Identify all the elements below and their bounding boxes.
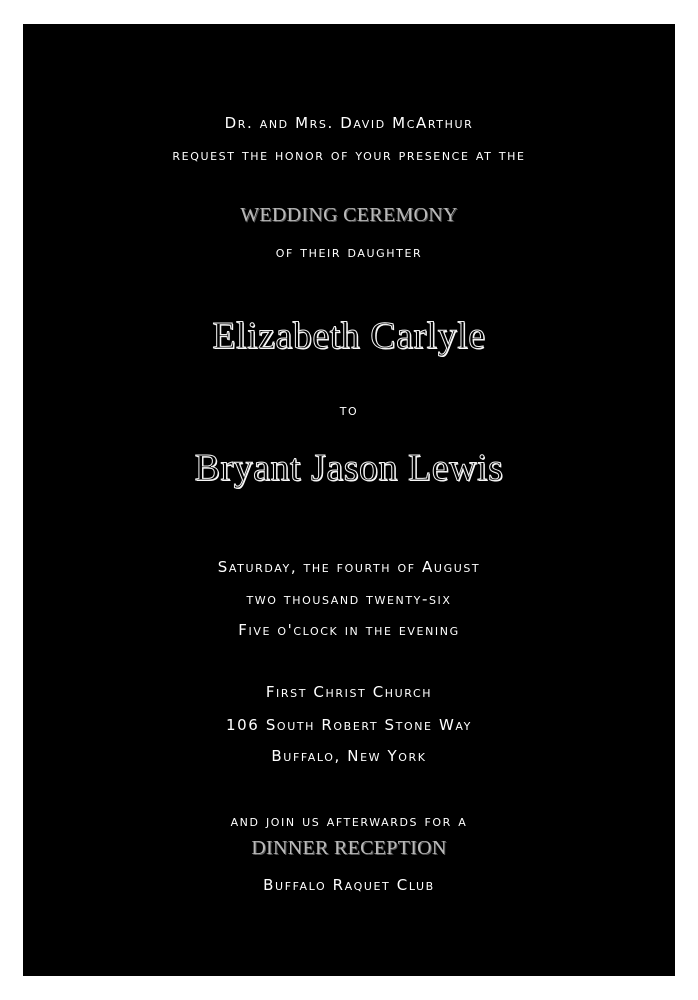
reception-title: DINNER RECEPTION [251,837,447,859]
venue-city: Buffalo, New York [271,747,427,765]
invitation-card [23,24,675,976]
relation-line: of their daughter [275,243,423,261]
year-line: two thousand twenty-six [246,590,452,608]
venue-street: 106 South Robert Stone Way [226,716,472,734]
reception-intro: and join us afterwards for a [230,812,468,830]
connector-word: to [339,401,359,419]
venue-name: First Christ Church [265,683,433,701]
time-line: Five o'clock in the evening [238,621,460,639]
groom-name: Bryant Jason Lewis [194,447,504,489]
reception-venue: Buffalo Raquet Club [263,876,435,894]
date-line: Saturday, the fourth of August [217,558,481,576]
event-title: WEDDING CEREMONY [240,204,458,226]
hosts-line: Dr. and Mrs. David McArthur [224,114,474,132]
bride-name: Elizabeth Carlyle [212,315,486,357]
request-line: request the honor of your presence at the [172,146,526,164]
